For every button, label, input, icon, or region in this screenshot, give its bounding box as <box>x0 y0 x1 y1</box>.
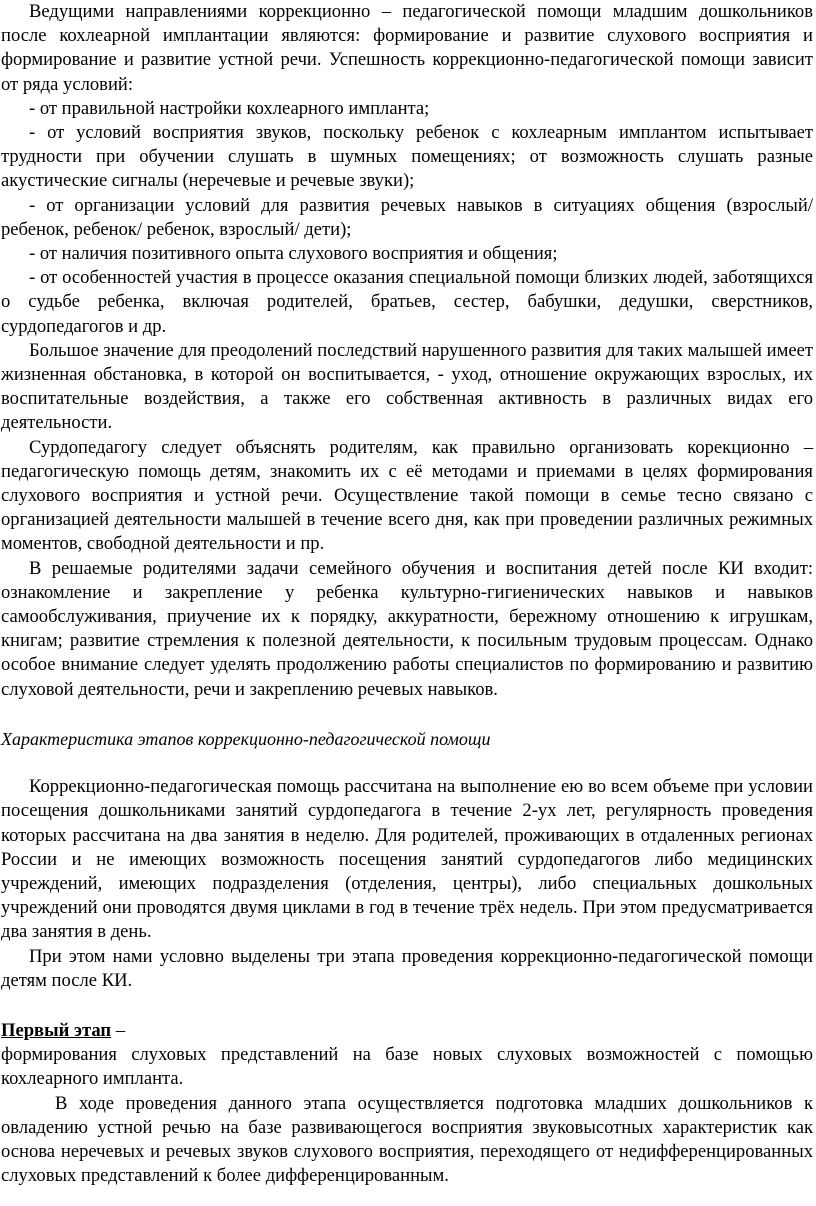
spacer <box>1 993 813 1019</box>
section-heading: Характеристика этапов коррекционно-педагогической помощи <box>1 728 491 749</box>
parents-paragraph: Сурдопедагогу следует объяснять родителям, как правильно организовать корекционно – педагогическую помощь детям, знакомить их с её методами и приемами в целях формирования слухового восприятия и устной речи. Осуществление такой помощи в семье тесно связано с организацией деятельности малышей в течение всего дня, как при проведении различных режимных моментов, свободной деятельности и пр. <box>1 436 813 555</box>
stage-one-heading <box>1 1019 813 1043</box>
schedule-paragraph: Коррекционно-педагогическая помощь рассчитана на выполнение ею во всем объеме при условии посещения дошкольниками занятий сурдопедагога в течение 2-ух лет, регулярность проведения которых рассчитана на два занятия в неделю. Для родителей, проживающих в отдаленных регионах России и не имеющих возможность посещения занятий сурдопедагогов либо медицинских учреждений, имеющих подразделения (отделения, центры), либо специальных дошкольных учреждений они проводятся двумя циклами в год в течение трёх недель. При этом предусматривается два занятия в день. <box>1 776 813 943</box>
condition-item-3: - от организации условий для развития речевых навыков в ситуациях общения (взрослый/ ребенок, ребенок/ ребенок, взрослый/ дети); <box>1 194 813 240</box>
stages-paragraph: При этом нами условно выделены три этапа проведения коррекционно-педагогической помощи детям после КИ. <box>1 945 813 991</box>
family-tasks-paragraph: В решаемые родителями задачи семейного обучения и воспитания детей после КИ входит: ознакомление и закрепление у ребенка культурно-гигиенических навыков и навыков самообслуживания, приучение их к порядку, аккуратности, бережному отношению к игрушкам, книгам; развитие стремления к полезной деятельности, к посильным трудовым процессам. Однако особое внимание следует уделять продолжению работы специалистов по формированию и развитию слуховой деятельности, речи и закреплению речевых навыков. <box>1 557 813 700</box>
environment-paragraph: Большое значение для преодолений последствий нарушенного развития для таких малышей имеет жизненная обстановка, в которой он воспитывается, - уход, отношение окружающих взрослых, их воспитательные воздействия, а также его собственная активность в различных видах его деятельности. <box>1 339 813 434</box>
condition-item-1: - от правильной настройки кохлеарного импланта; <box>29 97 430 119</box>
spacer <box>1 751 813 775</box>
stage-one-dash: – <box>111 1019 126 1041</box>
intro-paragraph: Ведущими направлениями коррекционно – педагогической помощи младшим дошкольников после кохлеарной имплантации являются: формирование и развитие слухового восприятия и формирование и развитие устной речи. Успешность коррекционно-педагогической помощи зависит от ряда условий: <box>1 1 813 95</box>
condition-item-2: - от условий восприятия звуков, поскольку ребенок с кохлеарным имплантом испытывает трудности при обучении слушать в шумных помещениях; от возможность слушать разные акустические сигналы (неречевые и речевые звуки); <box>1 122 813 192</box>
stage-one-title: Первый этап <box>1 1019 112 1041</box>
stage-one-paragraph: В ходе проведения данного этапа осуществляется подготовка младших дошкольников к овладению устной речью на базе развивающегося восприятия звуковысотных характеристик как основа неречевых и речевых звуков слухового восприятия, переходящего от недифференцированных слуховых представлений к более дифференцированным. <box>1 1092 813 1187</box>
condition-item-4: - от наличия позитивного опыта слухового восприятия и общения; <box>29 243 558 265</box>
stage-one-subtitle: формирования слуховых представлений на базе новых слуховых возможностей с помощью кохлеарного импланта. <box>1 1044 813 1090</box>
condition-item-5: - от особенностей участия в процессе оказания специальной помощи близких людей, заботящихся о судьбе ребенка, включая родителей, братьев, сестер, бабушки, дедушки, сверстников, сурдопедагогов и др. <box>1 267 813 337</box>
spacer <box>1 702 813 727</box>
